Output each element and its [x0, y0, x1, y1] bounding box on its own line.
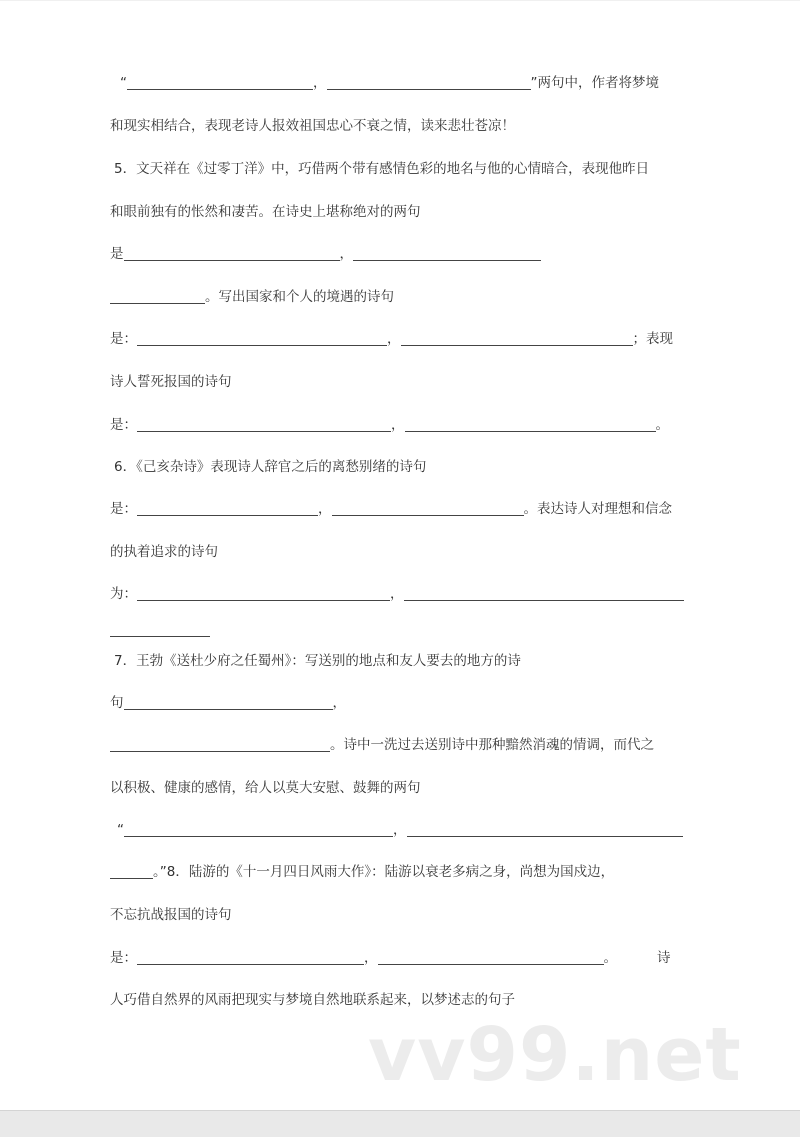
text-line: [110, 693, 346, 713]
text-segment: 和眼前独有的怅然和凄苦。在诗史上堪称绝对的两句: [110, 204, 421, 220]
text-segment: 6．《己亥杂诗》表现诗人辞官之后的离愁别绪的诗句: [114, 459, 427, 475]
text-line: [110, 990, 515, 1010]
text-line: [110, 329, 673, 349]
text-segment: 是：: [110, 417, 137, 433]
text-line: [110, 735, 654, 755]
text-line: [110, 499, 672, 519]
answer-blank[interactable]: [137, 417, 391, 432]
text-segment: 为：: [110, 586, 137, 602]
text-line: [110, 778, 421, 798]
text-segment: 。表达诗人对理想和信念: [523, 501, 672, 517]
answer-blank[interactable]: [405, 417, 656, 432]
answer-blank[interactable]: [110, 864, 153, 879]
text-line: [120, 73, 659, 93]
answer-blank[interactable]: [137, 950, 364, 965]
answer-blank[interactable]: [327, 75, 531, 90]
question-6-heading: [114, 457, 426, 477]
text-segment: 是: [110, 246, 124, 262]
text-line: [110, 415, 669, 435]
watermark: vv99.net: [368, 1012, 742, 1098]
answer-blank[interactable]: [404, 586, 684, 601]
answer-blank[interactable]: [110, 289, 205, 304]
answer-blank[interactable]: [124, 246, 340, 261]
quote-open: “: [117, 822, 124, 838]
question-5-heading: [114, 159, 649, 179]
text-segment: 7．王勃《送杜少府之任蜀州》：写送别的地点和友人要去的地方的诗: [114, 653, 521, 669]
text-line: [110, 584, 684, 604]
page-bottom-bar: [0, 1110, 800, 1137]
answer-blank[interactable]: [110, 622, 210, 637]
text-line: [110, 905, 232, 925]
answer-blank[interactable]: [110, 737, 330, 752]
answer-blank[interactable]: [127, 75, 313, 90]
text-segment: 以积极、健康的感情，给人以莫大安慰、鼓舞的两句: [110, 780, 421, 796]
text-line: [110, 620, 210, 640]
text-line: [110, 244, 541, 264]
text-segment: 和现实相结合，表现老诗人报效祖国忠心不衰之情，读来悲壮苍凉！: [110, 118, 515, 134]
answer-blank[interactable]: [137, 331, 387, 346]
comma: ，: [393, 822, 407, 838]
answer-blank[interactable]: [407, 822, 683, 837]
answer-blank[interactable]: [137, 501, 318, 516]
text-line: [117, 820, 683, 840]
answer-blank[interactable]: [332, 501, 524, 516]
answer-blank[interactable]: [353, 246, 541, 261]
answer-blank[interactable]: [137, 586, 390, 601]
text-segment: ”两句中，作者将梦境: [530, 75, 659, 91]
comma: ，: [387, 331, 401, 347]
comma: ，: [391, 417, 405, 433]
text-segment: 。诗中一洗过去送别诗中那种黯然消魂的情调，而代之: [330, 737, 654, 753]
text-segment: 是：: [110, 331, 137, 347]
page-top-edge: [0, 0, 800, 1]
quote-open: “: [120, 75, 127, 91]
text-line: [110, 372, 232, 392]
text-segment: 诗人誓死报国的诗句: [110, 374, 232, 390]
comma: ，: [339, 246, 353, 262]
text-segment: 5．文天祥在《过零丁洋》中，巧借两个带有感情色彩的地名与他的心情暗合，表现他昨日: [114, 161, 650, 177]
text-segment: ；表现: [632, 331, 673, 347]
answer-blank[interactable]: [378, 950, 604, 965]
text-segment: 是：: [110, 501, 137, 517]
question-7-heading: [114, 651, 521, 671]
text-segment: 人巧借自然界的风雨把现实与梦境自然地联系起来，以梦述志的句子: [110, 992, 515, 1008]
text-segment: 。”8．陆游的《十一月四日风雨大作》：陆游以衰老多病之身，尚想为国戍边，: [153, 864, 615, 880]
comma: ，: [313, 75, 327, 91]
text-line: [110, 202, 421, 222]
comma: ，: [364, 950, 378, 966]
text-segment: 。: [603, 950, 617, 966]
text-segment: 句: [110, 695, 124, 711]
text-segment: 是：: [110, 950, 137, 966]
text-segment: 。写出国家和个人的境遇的诗句: [205, 289, 394, 305]
text-segment: 不忘抗战报国的诗句: [110, 907, 232, 923]
answer-blank[interactable]: [401, 331, 633, 346]
comma: ，: [332, 695, 346, 711]
text-line: [110, 542, 218, 562]
answer-blank[interactable]: [124, 695, 333, 710]
text-segment: 的执着追求的诗句: [110, 544, 218, 560]
text-line: [110, 948, 671, 968]
answer-blank[interactable]: [124, 822, 393, 837]
comma: ，: [318, 501, 332, 517]
text-line: [110, 287, 394, 307]
comma: ，: [390, 586, 404, 602]
text-line: [110, 862, 614, 882]
text-segment: 。: [655, 417, 669, 433]
text-line: [110, 116, 515, 136]
text-segment: 诗: [657, 950, 671, 966]
